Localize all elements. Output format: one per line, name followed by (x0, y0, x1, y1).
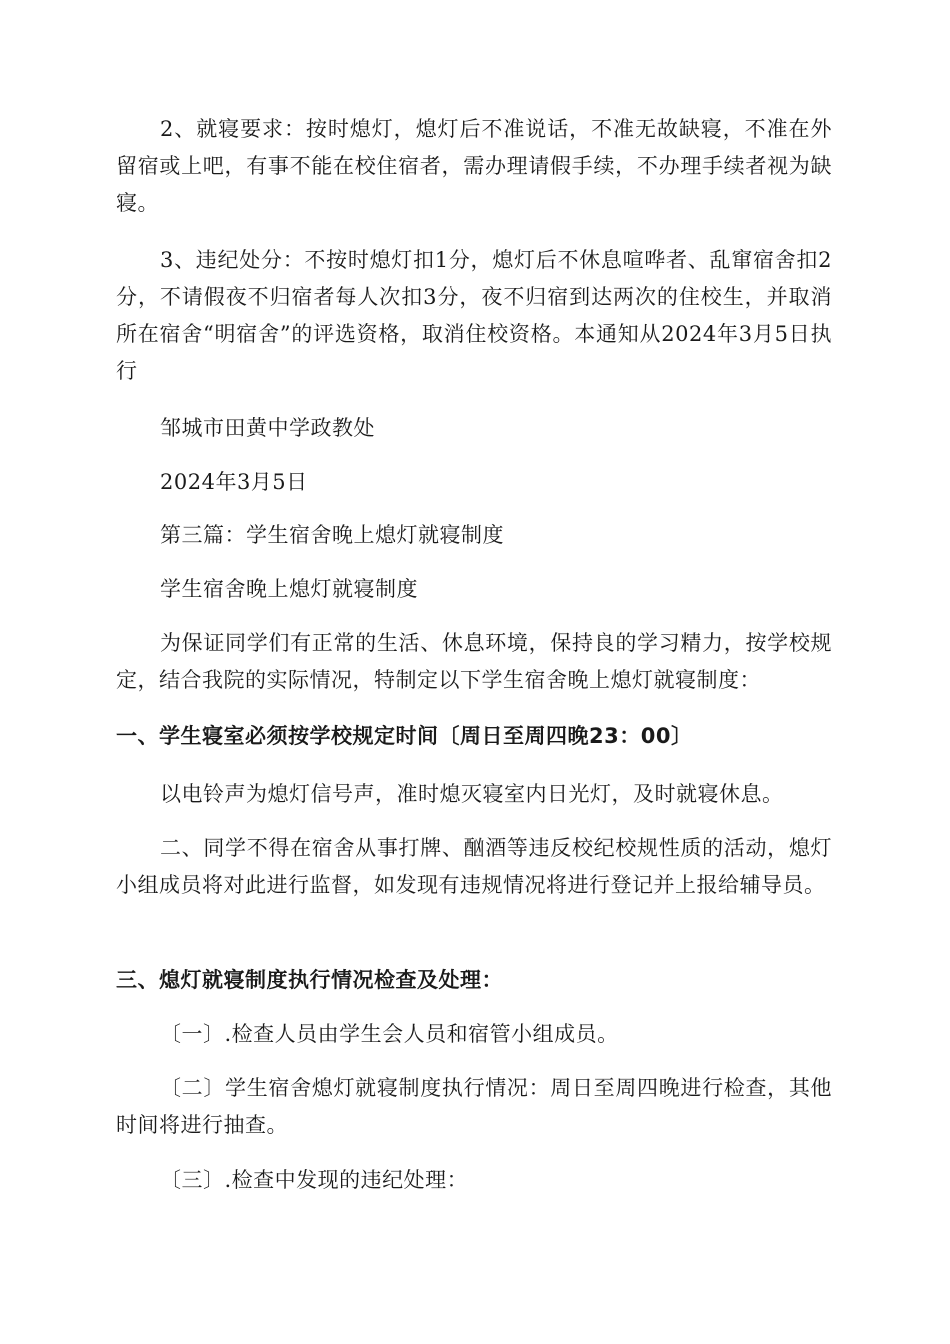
regulation-title: 学生宿舍晚上熄灯就寝制度 (160, 577, 418, 601)
paragraph-inspectors: 〔一〕.检查人员由学生会人员和宿管小组成员。 (160, 1022, 619, 1046)
paragraph-discipline-penalties: 3、违纪处分：不按时熄灯扣1分，熄灯后不休息喧哗者、乱窜宿舍扣2分，不请假夜不归宿者每人次扣3分，夜不归宿到达两次的住校生，并取消所在宿舍“明宿舍”的评选资格，取消住校资格。本通知从2024年3月5日执行 (116, 248, 832, 383)
issue-date: 2024年3月5日 (160, 470, 308, 494)
heading-item-three: 三、熄灯就寝制度执行情况检查及处理： (116, 968, 503, 992)
paragraph-sleep-requirements: 2、就寝要求：按时熄灯，熄灯后不准说话，不准无故缺寝，不准在外留宿或上吧，有事不能在校住宿者，需办理请假手续，不办理手续者视为缺寝。 (116, 117, 832, 215)
paragraph-inspection-schedule: 〔二〕学生宿舍熄灯就寝制度执行情况：周日至周四晚进行检查，其他时间将进行抽查。 (116, 1076, 832, 1137)
paragraph-item-two: 二、同学不得在宿舍从事打牌、酗酒等违反校纪校规性质的活动，熄灯小组成员将对此进行监督，如发现有违规情况将进行登记并上报给辅导员。 (116, 836, 832, 897)
paragraph-purpose: 为保证同学们有正常的生活、休息环境，保持良的学习精力，按学校规定，结合我院的实际情况，特制定以下学生宿舍晚上熄灯就寝制度： (116, 631, 832, 692)
section-title-part-three: 第三篇：学生宿舍晚上熄灯就寝制度 (160, 523, 504, 547)
issuing-office: 邹城市田黄中学政教处 (160, 416, 375, 440)
paragraph-bell-signal: 以电铃声为熄灯信号声，准时熄灭寝室内日光灯，及时就寝休息。 (160, 782, 784, 806)
heading-item-one: 一、学生寝室必须按学校规定时间〔周日至周四晚23：00〕 (116, 724, 693, 748)
paragraph-violation-handling: 〔三〕.检查中发现的违纪处理： (160, 1168, 469, 1192)
